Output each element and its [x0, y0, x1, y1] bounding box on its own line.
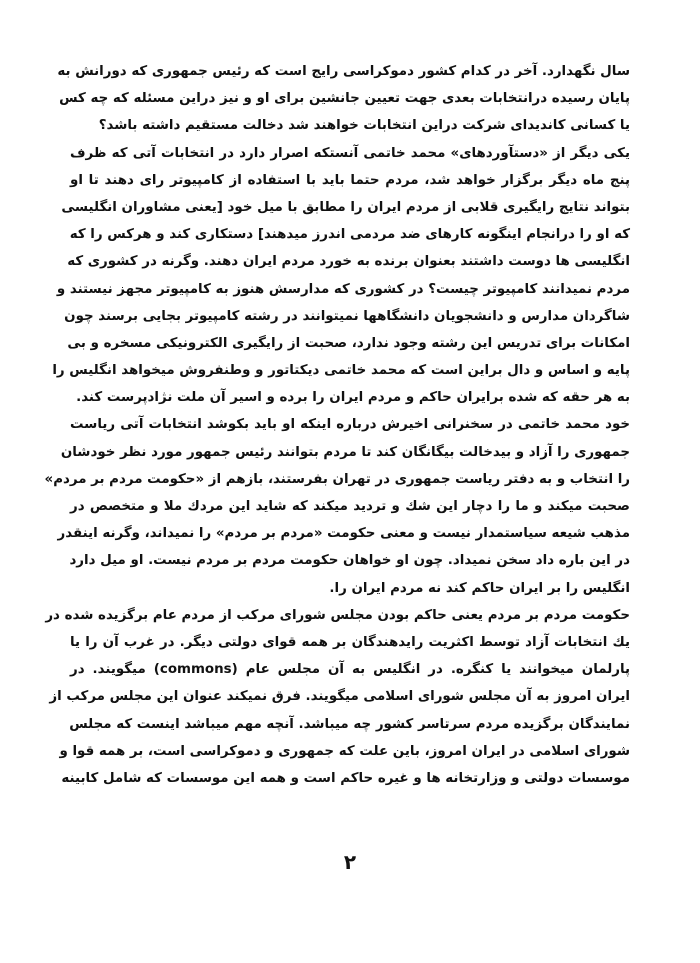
- text-line: یکی دیگر از «دستآوردهای» محمد خاتمی آنستکه اصرار دارد در انتخابات آتی که ظرف: [70, 145, 630, 161]
- text-line: حکومت مردم بر مردم یعنی حاکم بودن مجلس شورای مرکب از مردم عام برگزیده شده در: [45, 607, 630, 623]
- text-line: پایه و اساس و دال براین است که محمد خاتمی دیکتاتور و وطنفروش میخواهد انگلیس را: [52, 363, 630, 379]
- text-line: مردم نمیدانند کامپیوتر چیست؟ در کشوری که مدارسش هنوز به کامپیوتر مجهز نیستند و: [56, 281, 630, 297]
- text-line: پارلمان میخوانند یا کنگره. در انگلیس به آن مجلس عام (commons) میگویند. در: [70, 662, 630, 678]
- text-line: خود محمد خاتمی در سخنرانی اخیرش درباره اینکه او باید بکوشد انتخابات آتی ریاست: [70, 417, 630, 433]
- text-line: سال نگهدارد. آخر در کدام کشور دموکراسی رایج است که رئیس جمهوری که دورانش به: [57, 64, 630, 79]
- text-line: پنج ماه دیگر برگزار خواهد شد، مردم حتما باید با استفاده از کامپیوتر رای دهند تا او: [70, 172, 630, 188]
- page-number: ۲: [343, 850, 357, 874]
- text-line: که او را درانجام اینگونه کارهای ضد مردمی اندرز میدهند] دستکاری کند و هرکس را که: [69, 227, 630, 243]
- text-line: یا کسانی کاندیدای شرکت دراین انتخابات خواهند شد دخالت مستقیم داشته باشد؟: [98, 118, 630, 134]
- body-text: [44, 58, 630, 792]
- text-line: جمهوری را آزاد و بیدخالت بیگانگان کند تا مردم بتوانند رئیس جمهور مورد نظر خودشان: [60, 444, 630, 460]
- text-line: به هر حقه که شده برایران حاکم و مردم ایران را برده و اسیر آن ملت نژادپرست کند.: [76, 390, 630, 406]
- text-line: موسسات دولتی و وزارتخانه ها و غیره حاکم است و همه این موسسات که شامل کابینه: [61, 770, 630, 786]
- text-line: انگلیسی ها دوست داشتند بعنوان برنده به خورد مردم ایران دهند. وگرنه در کشوری که: [67, 254, 630, 270]
- text-line: یك انتخابات آزاد توسط اکثریت رایدهندگان بر همه قوای دولتی دیگر. در غرب آن را یا: [70, 634, 630, 650]
- text-line: امکانات برای تدریس این رشته وجود ندارد، صحبت از رایگیری الکترونیکی مسخره و بی: [67, 335, 630, 351]
- text-line: صحبت میکند و ما را دچار این شك و تردید میکند که شاید این مردك ملا و متخصص در: [70, 499, 630, 514]
- text-line: بتواند نتایج رایگیری قلابی از مردم ایران را مطابق با میل خود [یعنی مشاوران انگلیسی: [61, 199, 630, 215]
- text-line: نمایندگان برگزیده مردم سرتاسر کشور چه میباشد. آنچه مهم میباشد اینست که مجلس: [69, 716, 630, 732]
- text-line: شورای اسلامی در ایران امروز، باین علت که جمهوری و دموکراسی است، بر همه قوا و: [59, 743, 630, 759]
- text-line: پایان رسیده درانتخابات بعدی جهت تعیین جانشین برای او و نیز دراین مسئله که چه کس: [59, 91, 630, 107]
- text-line: در این باره داد سخن نمیداد. چون او خواهان حکومت مردم بر مردم نیست. او میل دارد: [69, 553, 630, 569]
- text-line: مذهب شیعه سیاستمدار نیست و معنی حکومت «مردم بر مردم» را نمیداند، وگرنه اینقدر: [57, 526, 630, 542]
- text-line: را انتخاب و به دفتر ریاست جمهوری در تهران بفرستند، بازهم از «حکومت مردم بر مردم»: [44, 471, 630, 487]
- text-line: شاگردان مدارس و دانشجویان دانشگاهها نمیتوانند در رشته کامپیوتر بجایی برسند چون: [64, 308, 630, 324]
- text-line: ایران امروز به آن مجلس شورای اسلامی میگویند. فرق نمیکند عنوان این مجلس مرکب از: [49, 689, 630, 705]
- text-line: انگلیس را بر ایران حاکم کند نه مردم ایران را.: [329, 580, 630, 596]
